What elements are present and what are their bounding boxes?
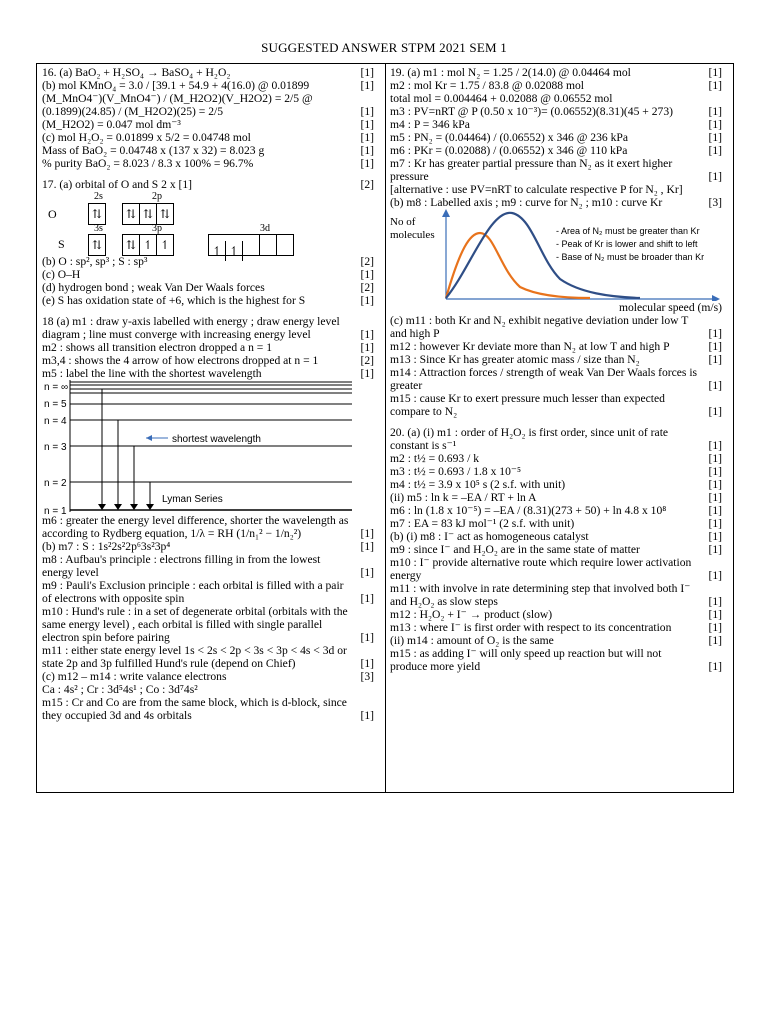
n-inf-label: n = ∞ [44,382,69,393]
mark-value: [1] [360,566,374,579]
question-19a [390,66,722,209]
mark-value: [1] [708,353,722,366]
answer-line [390,353,722,366]
answer-text: m6 : greater the energy level difference, shorter the wavelength as according to Rydberg equation, 1/λ = RH (1/n₁² − 1/n₂²) [42,514,349,540]
answer-text: m6 : ln (1.8 x 10⁻⁵) = –EA / (8.31)(273 + 50) + ln 4.8 x 10⁸ [390,504,667,517]
label-3p: 3p [152,223,162,234]
answer-line [42,341,374,354]
arrowhead [146,504,154,510]
mark-value: [1] [708,608,722,621]
box-o-2s [88,203,106,225]
left-column [42,66,374,722]
orbital-cell: ⇅ [140,204,157,224]
mark-value: [2] [360,354,374,367]
answer-text: m3 : PV=nRT @ P (0.50 x 10⁻³)= (0.06552)(8.31)(45 + 273) [390,105,673,118]
mark-value: [2] [360,281,374,294]
y-axis-label-line2: molecules [390,229,435,241]
mark-value: [3] [360,670,374,683]
answer-text: 18 (a) m1 : draw y-axis labelled with energy ; draw energy level diagram ; line must converge with increasing energy level [42,315,340,341]
answer-text: m13 : Since Kr has greater atomic mass / size than N₂ [390,353,640,366]
answer-line [390,92,722,105]
answer-line [390,340,722,353]
mark-value: [1] [708,504,722,517]
orbital-cell [260,235,277,255]
answer-text: (b) O : sp², sp³ ; S : sp³ [42,255,148,268]
shortest-wavelength-label: shortest wavelength [172,434,261,445]
mark-value: [1] [708,660,722,673]
mark-value: [1] [708,66,722,79]
answer-line [390,314,722,340]
label-3d: 3d [260,223,270,234]
mark-value: [1] [360,131,374,144]
answer-line [42,144,374,157]
answer-line [390,478,722,491]
answer-text: (c) mol H₂O₂ = 0.01899 x 5/2 = 0.04748 mol [42,131,251,144]
answer-text: m9 : Pauli's Exclusion principle : each orbital is filled with a pair of electrons with opposite spin [42,579,344,605]
answer-text: m14 : Attraction forces / strength of weak Van Der Waals forces is greater [390,366,698,392]
label-S: S [58,237,65,251]
orbital-cell: ↿ [226,241,243,261]
mark-value: [1] [708,517,722,530]
answer-line [42,255,374,268]
answer-line [42,131,374,144]
answer-text: m5 : PN₂ = (0.04464) / (0.06552) x 346 @ 236 kPa [390,131,628,144]
answer-line [42,315,374,341]
mark-value: [1] [360,592,374,605]
answer-line [42,157,374,170]
orbital-cell: ↿ [209,241,226,261]
answer-line [42,92,374,118]
answer-text: m12 : H₂O₂ + I⁻ → product (slow) [390,608,553,621]
mark-value: [2] [360,255,374,268]
question-18a [42,315,374,380]
box-s-3d [208,234,294,256]
answer-line [390,105,722,118]
answer-line [42,66,374,79]
answer-text: m4 : P = 346 kPa [390,118,470,131]
answer-line [42,553,374,579]
mark-value: [1] [708,465,722,478]
arrowhead [130,504,138,510]
orbital-cell: ⇅ [123,204,140,224]
answer-text: (c) m11 : both Kr and N₂ exhibit negative deviation under low T and high P [390,314,689,340]
distribution-plot [390,209,722,301]
mark-value: [1] [708,144,722,157]
answer-text: m4 : t½ = 3.9 x 10⁵ s (2 s.f. with unit) [390,478,566,491]
pointer-arrowhead [146,435,152,441]
mark-value: [1] [360,66,374,79]
mark-value: [1] [360,328,374,341]
answer-line [390,491,722,504]
answer-text: (M_H2O2) = 0.047 mol dm⁻³ [42,118,181,131]
mark-value: [1] [360,657,374,670]
arrowhead [98,504,106,510]
arrowhead [114,504,122,510]
mark-value: [1] [708,405,722,418]
answer-line [390,66,722,79]
mark-value: [1] [708,379,722,392]
label-O: O [48,207,57,221]
maxwell-boltzmann-graph [390,209,722,301]
answer-line [390,131,722,144]
mark-value: [1] [708,439,722,452]
answer-text: m2 : mol Kr = 1.75 / 83.8 @ 0.02088 mol [390,79,585,92]
answer-line [390,608,722,621]
answer-line [42,670,374,683]
answer-line [390,543,722,556]
mark-value: [1] [708,340,722,353]
mark-value: [1] [708,478,722,491]
mark-value: [1] [708,118,722,131]
answer-line [42,540,374,553]
note-base: - Base of N₂ must be broader than Kr [556,252,705,262]
answer-text: m3,4 : shows the 4 arrow of how electrons dropped at n = 1 [42,354,319,367]
answer-line [390,465,722,478]
mark-value: [1] [708,79,722,92]
answer-line [390,118,722,131]
answer-text: (d) hydrogen bond ; weak Van Der Waals forces [42,281,265,294]
label-3s: 3s [94,223,103,234]
answer-line [390,366,722,392]
answer-line [390,621,722,634]
answer-line [42,683,374,696]
answer-text: (b) mol KMnO₄ = 3.0 / [39.1 + 54.9 + 4(16.0) @ 0.01899 [42,79,310,92]
answer-line [390,517,722,530]
mark-value: [1] [708,569,722,582]
mark-value: [1] [708,543,722,556]
answer-line [390,79,722,92]
answer-text: 19. (a) m1 : mol N₂ = 1.25 / 2(14.0) @ 0.04464 mol [390,66,631,79]
answer-line [390,452,722,465]
mark-value: [1] [708,327,722,340]
box-s-3s [88,234,106,256]
mark-value: [1] [360,527,374,540]
orbital-cell: ⇅ [123,235,140,255]
answer-line [390,556,722,582]
answer-text: (c) m12 – m14 : write valance electrons [42,670,227,683]
answer-text: m5 : label the line with the shortest wavelength [42,367,262,380]
orbital-cell: ↿ [140,235,157,255]
answer-text: m15 : as adding I⁻ will only speed up reaction but will not produce more yield [390,647,662,673]
y-axis-arrowhead [442,209,450,217]
answer-line [42,79,374,92]
orbital-cell: ↿ [159,238,171,252]
n3-label: n = 3 [44,442,67,453]
mark-value: [1] [708,634,722,647]
answer-line [390,582,722,608]
mark-value: [1] [360,79,374,92]
mark-value: [1] [360,540,374,553]
answer-line [390,647,722,673]
answer-line [42,281,374,294]
mark-value: [1] [708,530,722,543]
mark-value: [1] [360,367,374,380]
mark-value: [1] [360,157,374,170]
right-column [390,66,722,673]
answer-line [390,504,722,517]
answer-text: m10 : Hund's rule : in a set of degenerate orbital (orbitals with the same energy level) , each orbital is filled with single parallel electron spin before pairing [42,605,348,644]
answer-text: total mol = 0.004464 + 0.02088 @ 0.06552 mol [390,92,613,105]
mark-value: [1] [360,105,374,118]
orbital-cell: ⇅ [91,207,103,221]
question-19c [390,314,722,418]
answer-text: m12 : however Kr deviate more than N₂ at low T and high P [390,340,670,353]
answer-text: 16. (a) BaO₂ + H₂SO₄ → BaSO₄ + H₂O₂ [42,66,231,79]
answer-text: 20. (a) (i) m1 : order of H₂O₂ is first order, since unit of rate constant is s⁻¹ [390,426,669,452]
answer-text: m2 : t½ = 0.693 / k [390,452,479,465]
answer-line [42,514,374,540]
answer-line [42,367,374,380]
mark-value: [1] [708,170,722,183]
answer-text: m7 : Kr has greater partial pressure than N₂ as it exert higher pressure [390,157,673,183]
mark-value: [1] [708,621,722,634]
page-title: SUGGESTED ANSWER STPM 2021 SEM 1 [261,40,507,55]
answer-line [390,530,722,543]
answer-line [42,354,374,367]
mark-value: [1] [360,709,374,722]
answer-text: % purity BaO₂ = 8.023 / 8.3 x 100% = 96.7% [42,157,254,170]
answer-line [42,118,374,131]
answer-line [390,183,722,196]
answer-line [42,268,374,281]
answer-text: m15 : Cr and Co are from the same block, which is d-block, since they occupied 3d and 4s orbitals [42,696,347,722]
mark-value: [1] [360,268,374,281]
answer-line [390,426,722,452]
orbital-cell [243,235,260,255]
mark-value: [1] [360,144,374,157]
n5-label: n = 5 [44,399,67,410]
orbital-cell [277,235,293,255]
answer-text: m13 : where I⁻ is first order with respect to its concentration [390,621,672,634]
answer-text: (c) O–H [42,268,81,281]
answer-text: [alternative : use PV=nRT to calculate respective P for N₂ , Kr] [390,183,683,196]
answer-text: m11 : either state energy level 1s < 2s < 2p < 3s < 3p < 4s < 3d or state 2p and 3p fulfilled Hund's rule (depend on Chief) [42,644,347,670]
y-axis-label-line1: No of [390,216,416,228]
answer-line [42,696,374,722]
n4-label: n = 4 [44,416,67,427]
mark-value: [3] [708,196,722,209]
mark-value: [1] [708,452,722,465]
mark-value: [1] [708,595,722,608]
box-o-2p [122,203,174,225]
answer-text: (M_MnO4⁻)(V_MnO4⁻) / (M_H2O2)(V_H2O2) = 2/5 @ (0.1899)(24.85) / (M_H2O2)(25) = 2/5 [42,92,313,118]
question-20 [390,426,722,673]
answer-line [42,294,374,307]
label-2s: 2s [94,191,103,202]
answer-text: m15 : cause Kr to exert pressure much lesser than expected compare to N₂ [390,392,665,418]
answer-text: m10 : I⁻ provide alternative route which require lower activation energy [390,556,692,582]
answer-text: (ii) m5 : ln k = –EA / RT + ln A [390,491,537,504]
answer-text: m6 : PKr = (0.02088) / (0.06552) x 346 @ 110 kPa [390,144,628,157]
answer-text: Mass of BaO₂ = 0.04748 x (137 x 32) = 8.023 g [42,144,265,157]
answer-line [42,605,374,644]
x-axis-label: molecular speed (m/s) [618,301,722,314]
answer-line [42,644,374,670]
mark-value: [1] [708,105,722,118]
question-18b [42,514,374,722]
answer-text: (b) m8 : Labelled axis ; m9 : curve for N₂ ; m10 : curve Kr [390,196,663,209]
answer-text: m9 : since I⁻ and H₂O₂ are in the same state of matter [390,543,640,556]
orbital-diagram [42,191,374,258]
lyman-series-label: Lyman Series [162,494,223,505]
note-area: - Area of N₂ must be greater than Kr [556,226,700,236]
answer-line [390,634,722,647]
answer-text: m8 : Aufbau's principle : electrons filling in from the lowest energy level [42,553,321,579]
orbital-cell: ⇅ [159,207,171,221]
mark-value: [1] [708,131,722,144]
n1-label: n = 1 [44,506,67,514]
answer-line [390,157,722,183]
answer-text: (e) S has oxidation state of +6, which is the highest for S [42,294,306,307]
answer-text: (b) m7 : S : 1s²2s²2p⁶3s²3p⁴ [42,540,171,553]
answer-line [390,144,722,157]
answer-text: m3 : t½ = 0.693 / 1.8 x 10⁻⁵ [390,465,522,478]
n2-label: n = 2 [44,478,67,489]
mark-value: [1] [360,118,374,131]
answer-text: (b) (i) m8 : I⁻ act as homogeneous catalyst [390,530,589,543]
answer-text: (ii) m14 : amount of O₂ is the same [390,634,554,647]
answer-text: m2 : shows all transition electron dropped a n = 1 [42,341,272,354]
label-2p: 2p [152,191,162,202]
answer-text: m11 : with involve in rate determining step that involved both I⁻ and H₂O₂ as slow steps [390,582,691,608]
box-s-3p [122,234,174,256]
mark-value: [1] [360,294,374,307]
question-17 [42,255,374,307]
mark-value: [1] [708,491,722,504]
answer-line [42,579,374,605]
note-peak: - Peak of Kr is lower and shift to left [556,239,698,249]
answer-text: Ca : 4s² ; Cr : 3d⁵4s¹ ; Co : 3d⁷4s² [42,683,198,696]
q17-heading: 17. (a) orbital of O and S 2 x [1] [2] [42,178,374,191]
answer-line [390,392,722,418]
question-16 [42,66,374,170]
energy-level-diagram [42,380,362,514]
mark-value: [1] [360,631,374,644]
mark-value: [1] [360,341,374,354]
answer-line [390,196,722,209]
answer-text: m7 : EA = 83 kJ mol⁻¹ (2 s.f. with unit) [390,517,575,530]
orbital-cell: ⇅ [91,238,103,252]
column-divider [385,63,386,793]
